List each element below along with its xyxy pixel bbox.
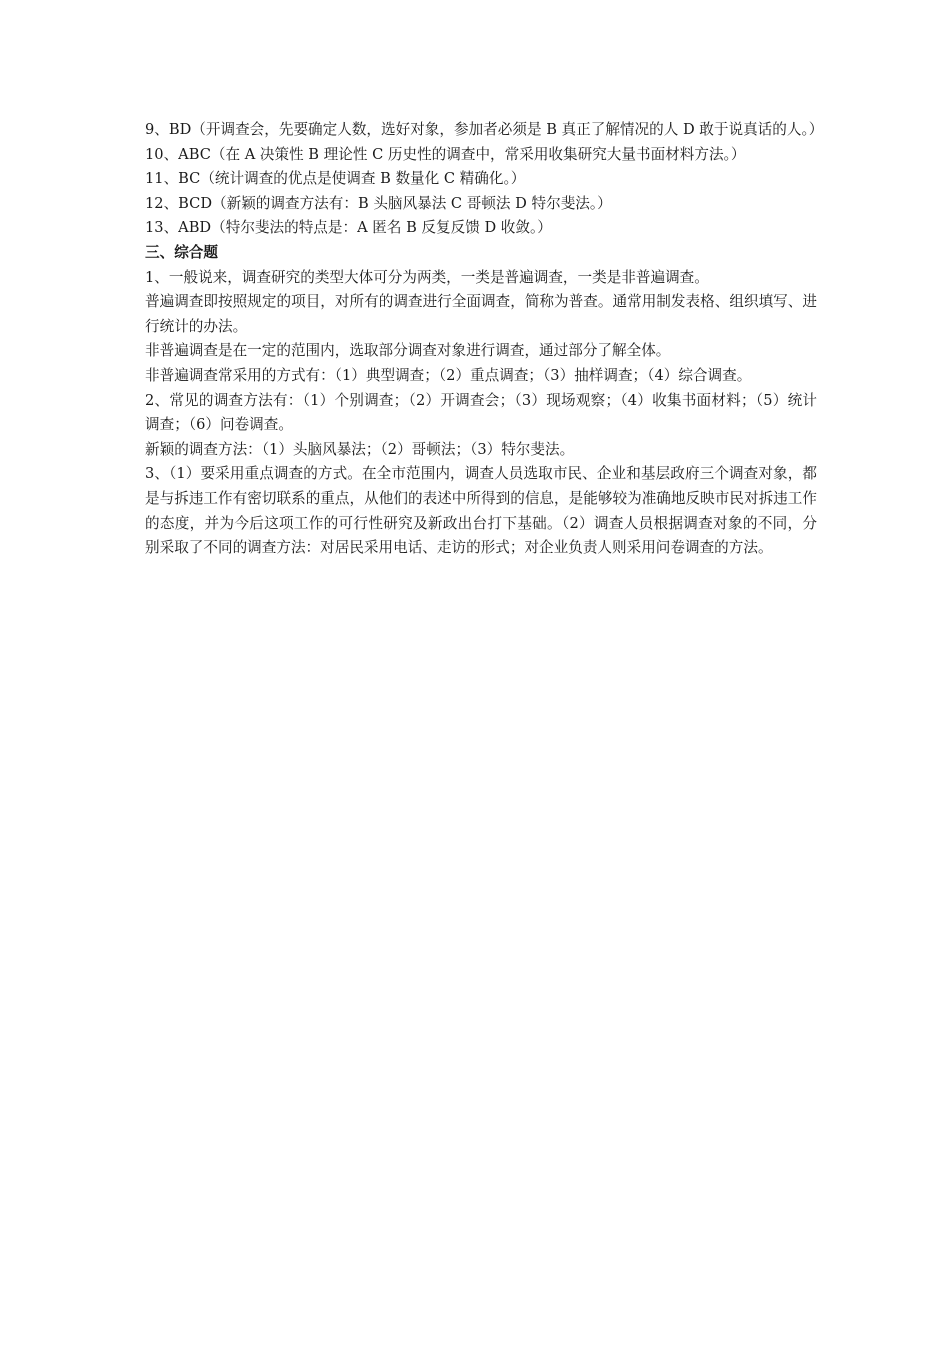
answer-13: 13、ABD（特尔斐法的特点是：A 匿名 B 反复反馈 D 收敛。） xyxy=(145,219,552,237)
answer-9: 9、BD（开调查会，先要确定人数，选好对象，参加者必须是 B 真正了解情况的人 D 敢于说真话的人。） xyxy=(145,121,824,138)
paragraph-common-methods: 2、常见的调查方法有：（1）个别调查；（2）开调查会；（3）现场观察；（4）收集书面材料；（5）统计调查；（6）问卷调查。 xyxy=(145,391,817,434)
document-body xyxy=(145,118,824,561)
paragraph-general-survey: 普遍调查即按照规定的项目，对所有的调查进行全面调查，简称为普查。通常用制发表格、组织填写、进行统计的办法。 xyxy=(145,293,817,335)
answer-10: 10、ABC（在 A 决策性 B 理论性 C 历史性的调查中，常采用收集研究大量书面材料方法。） xyxy=(145,145,746,163)
paragraph-question-3: 3、（1）要采用重点调查的方式。在全市范围内，调查人员选取市民、企业和基层政府三个调查对象，都是与拆违工作有密切联系的重点，从他们的表述中所得到的信息，是能够较为准确地反映市民对拆违工作的态度，并为今后这项工作的可行性研究及新政出台打下基础。（2）调查人员根据调查对象的不同，分别采取了不同的调查方法：对居民采用电话、走访的形式；对企业负责人则采用问卷调查的方法。 xyxy=(145,465,817,557)
answer-11: 11、BC（统计调查的优点是使调查 B 数量化 C 精确化。） xyxy=(145,170,526,188)
paragraph-novel-methods: 新颖的调查方法：（1）头脑风暴法；（2）哥顿法；（3）特尔斐法。 xyxy=(145,440,575,458)
section-heading: 三、综合题 xyxy=(145,243,218,261)
answer-12: 12、BCD（新颖的调查方法有：B 头脑风暴法 C 哥顿法 D 特尔斐法。） xyxy=(145,194,612,212)
paragraph-survey-types: 1、一般说来，调查研究的类型大体可分为两类，一类是普遍调查，一类是非普遍调查。 xyxy=(145,268,709,286)
paragraph-non-general-methods: 非普遍调查常采用的方式有：（1）典型调查；（2）重点调查；（3）抽样调查；（4）综合调查。 xyxy=(145,366,752,384)
paragraph-non-general-survey: 非普遍调查是在一定的范围内，选取部分调查对象进行调查，通过部分了解全体。 xyxy=(145,342,671,360)
